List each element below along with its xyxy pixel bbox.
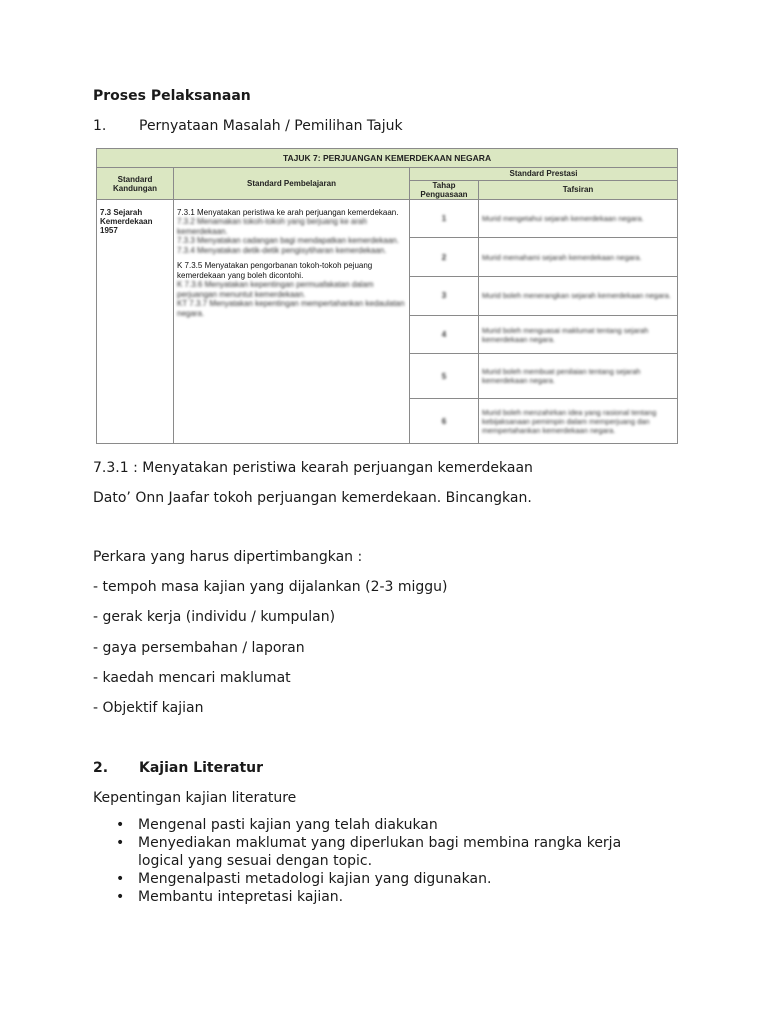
level-5: 5 [410,354,479,399]
considerations-title: Perkara yang harus dipertimbangkan : [93,549,363,565]
pembelajaran-cell [174,199,410,443]
learning-standard-item: 7.3.4 Menyatakan detik-detik pengisytiharan kemerdekaan. [177,245,387,255]
bullet-text: Menyediakan maklumat yang diperlukan bagi membina rangka kerja [138,835,622,851]
section-1-title: Pernyataan Masalah / Pemilihan Tajuk [139,118,403,134]
literature-intro: Kepentingan kajian literature [93,790,297,806]
learning-standard-item: 7.3.3 Menyatakan cadangan bagi mendapatkan kemerdekaan. [177,236,399,246]
bullet-icon: • [116,835,125,851]
consideration-item: - gerak kerja (individu / kumpulan) [93,609,336,625]
level-2: 2 [410,238,479,277]
bullet-item [96,816,656,834]
learning-standard-item: K 7.3.6 Menyatakan kepentingan permuafakatan dalam perjuangan menuntut kemerdekaan. [177,280,374,299]
consideration-item: - gaya persembahan / laporan [93,640,305,656]
consideration-item: - Objektif kajian [93,700,204,716]
consideration-item: - tempoh masa kajian yang dijalankan (2-3 miggu) [93,579,448,595]
interpretation-5: Murid boleh membuat penilaian tentang sejarah kemerdekaan negara. [479,354,678,399]
col-standard-kandungan: Standard Kandungan [97,168,174,200]
bullet-item [96,870,656,888]
learning-standard-item: KT 7.3.7 Menyatakan kepentingan mempertahankan kedaulatan negara. [177,299,405,318]
learning-standard-item: 7.3.2 Menamakan tokoh-tokoh yang berjuang ke arah kemerdekaan. [177,217,367,236]
section-2-number: 2. [93,760,109,776]
bullet-continuation [96,852,656,870]
level-1: 1 [410,199,479,238]
consideration-item: - kaedah mencari maklumat [93,670,291,686]
statement-line-2: Dato’ Onn Jaafar tokoh perjuangan kemerdekaan. Bincangkan. [93,490,532,506]
level-6: 6 [410,399,479,444]
curriculum-table-image [96,148,677,444]
interpretation-1: Murid mengetahui sejarah kemerdekaan negara. [479,199,678,238]
bullet-icon: • [116,871,125,887]
table-title: TAJUK 7: PERJUANGAN KEMERDEKAAN NEGARA [97,149,678,168]
interpretation-6: Murid boleh menzahirkan idea yang rasional tentang kebijaksanaan pemimpin dalam memperjuang dan mempertahankan kemerdekaan negara. [479,399,678,444]
literature-bullet-list [96,816,656,906]
kandungan-cell: 7.3 Sejarah Kemerdekaan 1957 [97,199,174,443]
section-1-number: 1. [93,118,107,134]
bullet-item [96,888,656,906]
bullet-item [96,834,656,852]
bullet-icon: • [116,817,125,833]
col-standard-prestasi: Standard Prestasi [410,168,678,180]
learning-standard-item: 7.3.1 Menyatakan peristiwa ke arah perjuangan kemerdekaan. [177,207,399,217]
interpretation-4: Murid boleh menguasai maklumat tentang sejarah kemerdekaan negara. [479,315,678,354]
col-standard-pembelajaran: Standard Pembelajaran [174,168,410,200]
statement-line-1: 7.3.1 : Menyatakan peristiwa kearah perjuangan kemerdekaan [93,460,533,476]
bullet-icon: • [116,889,125,905]
page-heading: Proses Pelaksanaan [93,88,251,104]
bullet-text: Membantu intepretasi kajian. [138,889,344,905]
bullet-text: Mengenalpasti metadologi kajian yang digunakan. [138,871,492,887]
section-2-title: Kajian Literatur [139,760,264,776]
level-4: 4 [410,315,479,354]
bullet-text: logical yang sesuai dengan topic. [138,853,373,869]
level-3: 3 [410,277,479,316]
col-tafsiran: Tafsiran [479,180,678,199]
learning-standard-item: K 7.3.5 Menyatakan pengorbanan tokoh-tokoh pejuang kemerdekaan yang boleh dicontohi. [177,261,373,280]
col-tahap-penguasaan: Tahap Penguasaan [410,180,479,199]
interpretation-3: Murid boleh menerangkan sejarah kemerdekaan negara. [479,277,678,316]
interpretation-2: Murid memahami sejarah kemerdekaan negara. [479,238,678,277]
curriculum-table [96,148,678,444]
bullet-text: Mengenal pasti kajian yang telah diakukan [138,817,438,833]
